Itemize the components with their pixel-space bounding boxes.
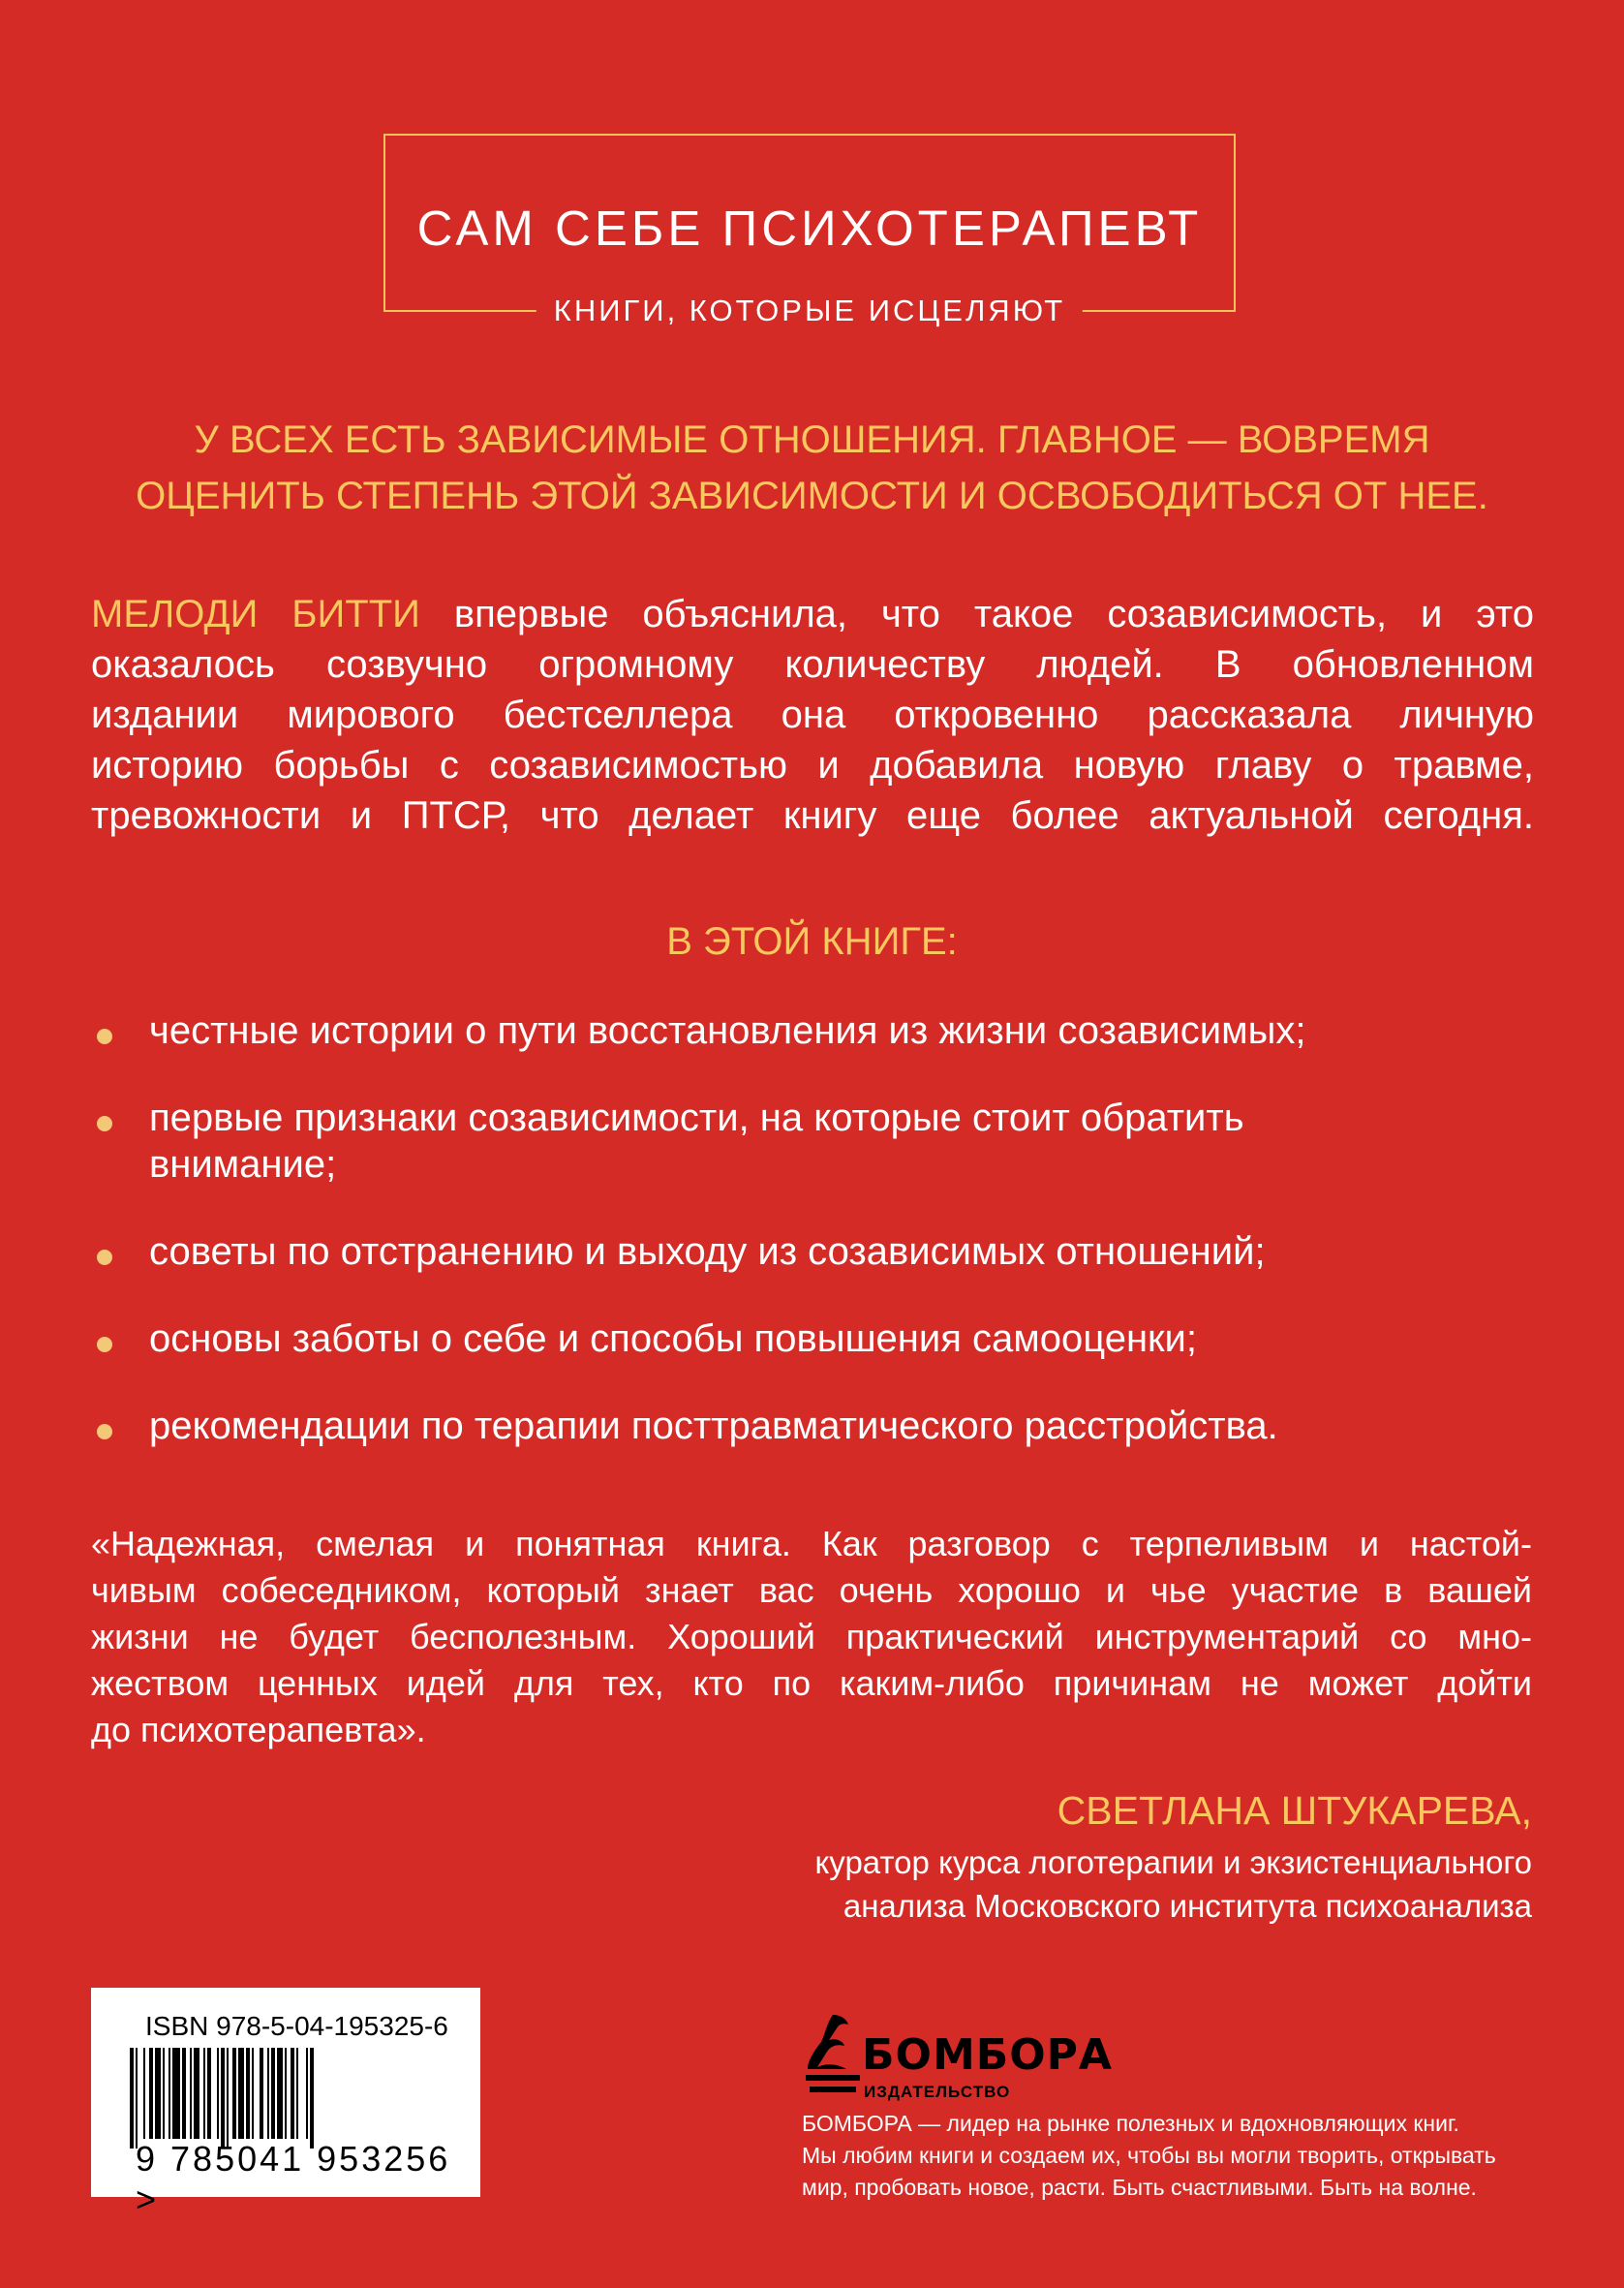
barcode-bar: [217, 2048, 219, 2139]
bullet-dot-icon: [97, 1116, 112, 1131]
barcode-bar: [155, 2048, 161, 2139]
barcode-bar: [221, 2048, 225, 2149]
list-item-text: рекомендации по терапии посттравматического расстройства.: [149, 1405, 1278, 1447]
role-line: куратор курса логотерапии и экзистенциального: [814, 1844, 1532, 1880]
list-item-text: первые признаки созависимости, на которые стоит обратить: [149, 1097, 1244, 1139]
publisher-logo-sub: ИЗДАТЕЛЬСТВО: [864, 2083, 1011, 2101]
barcode-bar: [194, 2048, 199, 2139]
author-name: МЕЛОДИ БИТТИ: [91, 593, 420, 635]
barcode-bar: [169, 2048, 170, 2139]
quote-line: «Надежная, смелая и понятная книга. Как разговор с терпеливым и настой-: [91, 1524, 1532, 1563]
barcode-bar: [227, 2048, 229, 2149]
barcode-bar: [291, 2048, 294, 2139]
desc-line: БОМБОРА — лидер на рынке полезных и вдохновляющих книг.: [802, 2111, 1459, 2136]
publisher-description: [802, 2108, 1538, 2204]
barcode-bar: [207, 2048, 211, 2139]
barcode-digits: 9 785041 953256 >: [136, 2139, 451, 2219]
bullet-dot-icon: [97, 1250, 112, 1265]
isbn-label: ISBN 978-5-04-195325-6: [145, 2011, 448, 2041]
intro-text: впервые объяснила, что такое созависимость, и это: [453, 593, 1534, 635]
quote-author-name: СВЕТЛАНА ШТУКАРЕВА,: [1057, 1788, 1532, 1833]
barcode-bar: [190, 2048, 192, 2139]
barcode-bar: [260, 2048, 263, 2139]
intro-line: издании мирового бестселлера она откровенно рассказала личную: [91, 694, 1534, 736]
intro-line: [91, 589, 1534, 639]
barcode-bar: [203, 2048, 205, 2139]
barcode-bar: [252, 2048, 254, 2139]
barcode-bar: [306, 2048, 308, 2139]
barcode-bar: [163, 2048, 165, 2139]
quote-line: до психотерапевта».: [91, 1710, 426, 1749]
intro-line: тревожности и ПТСР, что делает книгу еще более актуальной сегодня.: [91, 794, 1534, 837]
bullet-dot-icon: [97, 1424, 112, 1439]
barcode-bar: [277, 2048, 283, 2139]
list-item-text: честные истории о пути восстановления из жизни созависимых;: [149, 1009, 1306, 1052]
barcode-bar: [232, 2048, 236, 2139]
series-title: САМ СЕБЕ ПСИХОТЕРАПЕВТ: [416, 201, 1203, 256]
intro-line: историю борьбы с созависимостью и добавила новую главу о травме,: [91, 744, 1534, 787]
list-item-text: советы по отстранению и выходу из созависимых отношений;: [149, 1230, 1266, 1273]
barcode-bar: [130, 2048, 134, 2149]
bullet-dot-icon: [97, 1029, 112, 1044]
barcode-bar: [182, 2048, 186, 2139]
intro-paragraph: [91, 589, 1534, 841]
bombora-logo-icon: [804, 2009, 862, 2098]
quote-line: чивым собеседником, который знает вас очень хорошо и чье участие в вашей: [91, 1570, 1532, 1610]
barcode-bar: [136, 2048, 138, 2149]
tagline-line: У ВСЕХ ЕСТЬ ЗАВИСИМЫЕ ОТНОШЕНИЯ. ГЛАВНОЕ — ВОВРЕМЯ: [194, 418, 1430, 461]
barcode-bar: [285, 2048, 287, 2139]
intro-line: оказалось созвучно огромному количеству людей. В обновленном: [91, 643, 1534, 686]
barcode-bar: [238, 2048, 244, 2139]
quote-line: жеством ценных идей для тех, кто по каким-либо причинам не может дойти: [91, 1663, 1532, 1703]
tagline-line: ОЦЕНИТЬ СТЕПЕНЬ ЭТОЙ ЗАВИСИМОСТИ И ОСВОБОДИТЬСЯ ОТ НЕЕ.: [136, 475, 1488, 517]
series-frame: [383, 134, 1236, 327]
barcode-bar: [246, 2048, 250, 2139]
list-item-text: внимание;: [149, 1143, 337, 1186]
barcode-bar: [296, 2048, 298, 2139]
publisher-logo-text: БОМБОРА: [862, 2030, 1113, 2080]
barcode-bar: [143, 2048, 145, 2139]
desc-line: мир, пробовать новое, расти. Быть счастливыми. Быть на волне.: [802, 2175, 1477, 2200]
barcode-bar: [271, 2048, 275, 2139]
tagline: [77, 412, 1547, 524]
barcode-bar: [149, 2048, 153, 2139]
quote-line: жизни не будет бесполезным. Хороший практический инструментарий со мно-: [91, 1617, 1532, 1656]
section-title: В ЭТОЙ КНИГЕ:: [666, 920, 958, 963]
series-subtitle: КНИГИ, КОТОРЫЕ ИСЦЕЛЯЮТ: [536, 294, 1083, 328]
list-item-text: основы заботы о себе и способы повышения самооценки;: [149, 1317, 1197, 1360]
barcode-bar: [310, 2048, 314, 2149]
isbn-barcode: [91, 1988, 480, 2219]
barcode-bar: [172, 2048, 180, 2139]
bullet-dot-icon: [97, 1337, 112, 1352]
review-quote: [91, 1521, 1532, 1753]
quote-author-role: [815, 1840, 1533, 1928]
desc-line: Мы любим книги и создаем их, чтобы вы могли творить, открывать: [802, 2143, 1496, 2168]
role-line: анализа Московского института психоанализа: [843, 1888, 1532, 1924]
barcode-bar: [267, 2048, 269, 2139]
